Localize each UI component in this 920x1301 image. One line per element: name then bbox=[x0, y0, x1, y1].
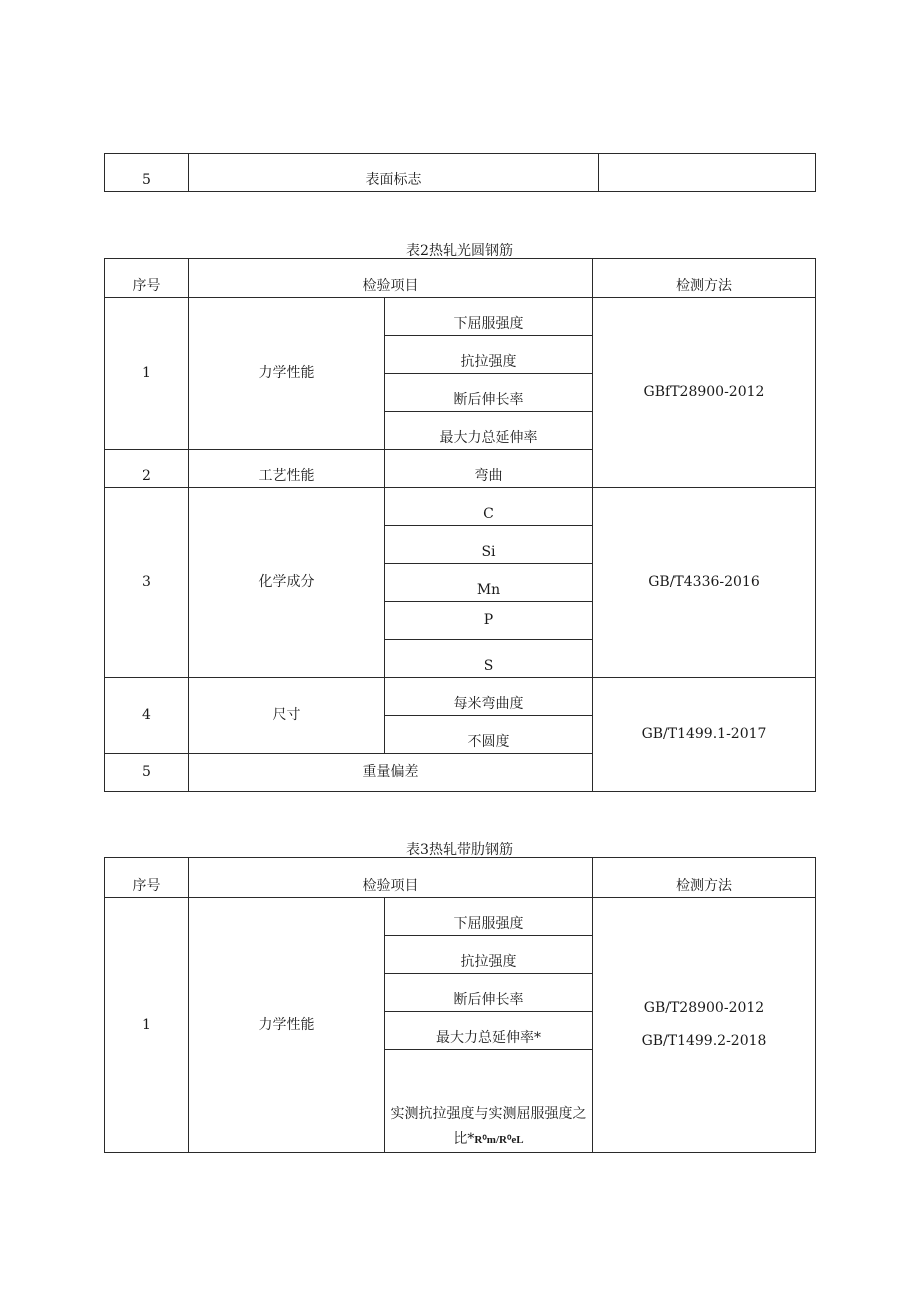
table3 bbox=[104, 857, 816, 1153]
table3-header-no: 序号 bbox=[105, 858, 189, 898]
table2-row1-item: 断后伸长率 bbox=[385, 374, 593, 412]
table2-row1-item: 抗拉强度 bbox=[385, 336, 593, 374]
table2 bbox=[104, 258, 816, 792]
table3-method-line: GB/T1499.2-2018 bbox=[641, 1033, 767, 1049]
table2-row3-item: Si bbox=[385, 526, 593, 564]
top-table bbox=[104, 153, 816, 192]
table2-row4-no: 4 bbox=[105, 678, 189, 754]
table2-row1-item: 下屈服强度 bbox=[385, 298, 593, 336]
table3-ratio-symbol: R⁰m/R⁰eL bbox=[474, 1133, 524, 1146]
table2-method-dimension: GB/T1499.1-2017 bbox=[593, 678, 816, 792]
table2-row3-no: 3 bbox=[105, 488, 189, 678]
table2-row5-category: 重量偏差 bbox=[189, 754, 593, 792]
table2-row3-item: S bbox=[385, 640, 593, 678]
table3-row1-item: 抗拉强度 bbox=[385, 936, 593, 974]
table3-ratio-text: 实测抗拉强度与实测屈服强度之比* bbox=[390, 1106, 587, 1147]
table2-caption: 表2热轧光圆钢筋 bbox=[406, 243, 513, 259]
table2-row1-no: 1 bbox=[105, 298, 189, 450]
table2-row4-category: 尺寸 bbox=[189, 678, 385, 754]
top-method-cell bbox=[599, 154, 816, 192]
table3-row1-item: 断后伸长率 bbox=[385, 974, 593, 1012]
table2-row1-category: 力学性能 bbox=[189, 298, 385, 450]
table3-caption: 表3热轧带肋钢筋 bbox=[406, 842, 513, 858]
table2-row3-item: C bbox=[385, 488, 593, 526]
table2-row3-item: P bbox=[385, 602, 593, 640]
table3-row1-category: 力学性能 bbox=[189, 898, 385, 1153]
table3-header-item: 检验项目 bbox=[189, 858, 593, 898]
table3-row1-item: 最大力总延伸率* bbox=[385, 1012, 593, 1050]
table2-row4-item: 每米弯曲度 bbox=[385, 678, 593, 716]
table2-row4-item: 不圆度 bbox=[385, 716, 593, 754]
table2-header-no: 序号 bbox=[105, 259, 189, 298]
table2-method-mechanical: GBfT28900-2012 bbox=[593, 298, 816, 488]
top-no-cell: 5 bbox=[105, 154, 189, 192]
table2-row3-item: Mn bbox=[385, 564, 593, 602]
table2-header-method: 检测方法 bbox=[593, 259, 816, 298]
table2-row3-category: 化学成分 bbox=[189, 488, 385, 678]
table3-row1-item: 下屈服强度 bbox=[385, 898, 593, 936]
table3-methods-cell bbox=[593, 898, 816, 1153]
table2-method-chemical: GB/T4336-2016 bbox=[593, 488, 816, 678]
table3-row1-no: 1 bbox=[105, 898, 189, 1153]
table2-row2-item: 弯曲 bbox=[385, 450, 593, 488]
table3-method-line: GB/T28900-2012 bbox=[643, 1000, 765, 1016]
table2-row1-item: 最大力总延伸率 bbox=[385, 412, 593, 450]
table2-row5-no: 5 bbox=[105, 754, 189, 792]
table2-row2-category: 工艺性能 bbox=[189, 450, 385, 488]
table2-header-item: 检验项目 bbox=[189, 259, 593, 298]
table3-ratio-cell bbox=[385, 1050, 593, 1153]
table2-row2-no: 2 bbox=[105, 450, 189, 488]
top-item-cell: 表面标志 bbox=[189, 154, 599, 192]
table3-header-method: 检测方法 bbox=[593, 858, 816, 898]
